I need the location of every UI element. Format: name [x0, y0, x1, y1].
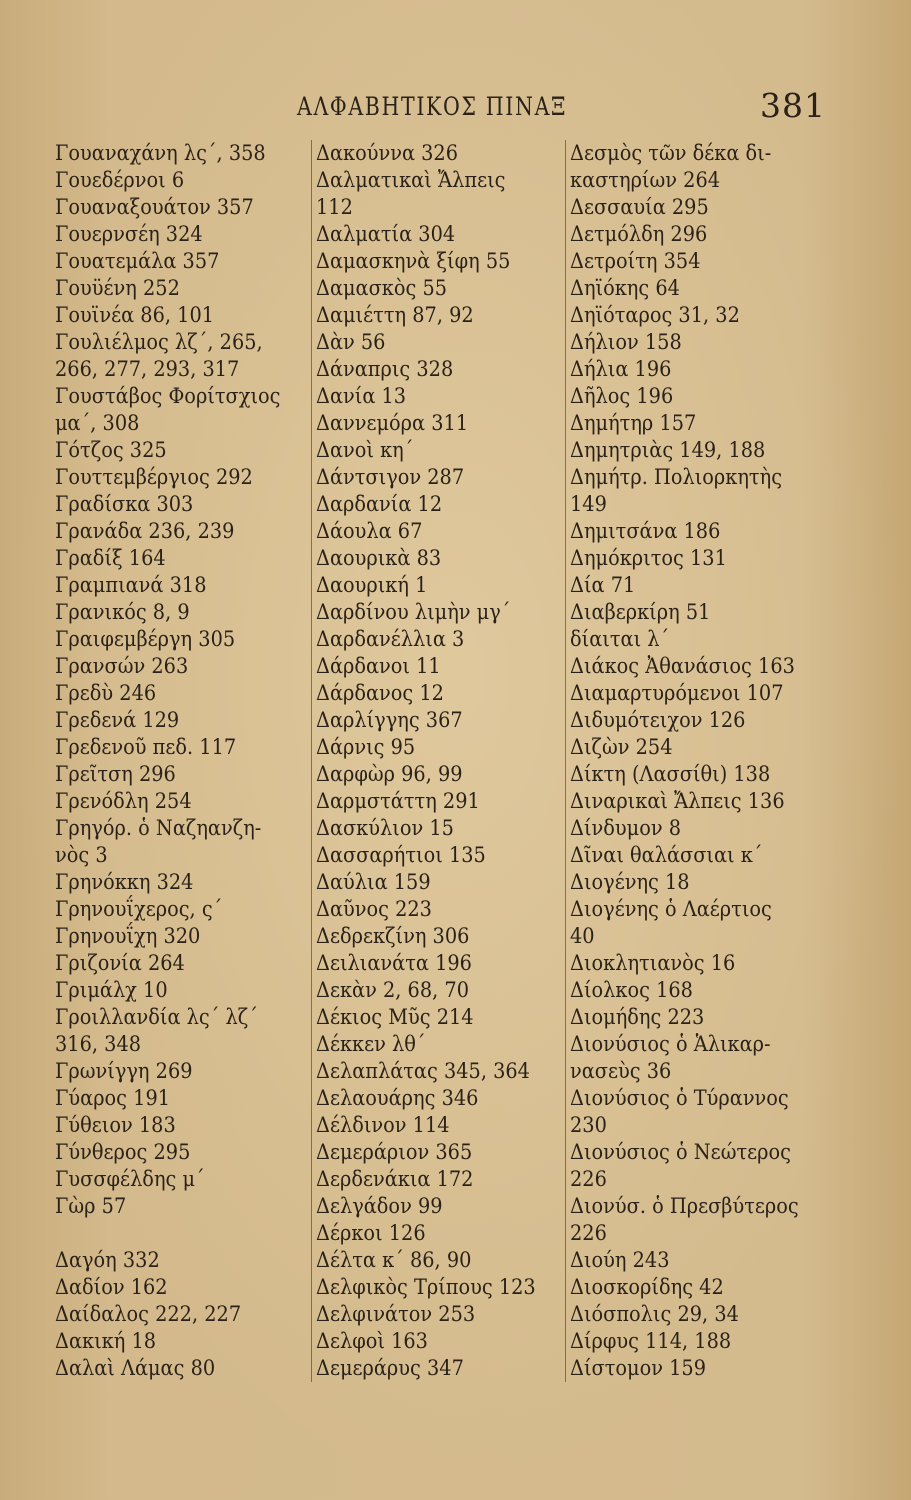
index-entry: νὸς 3	[55, 843, 108, 867]
index-entry: Δαλματικαὶ Ἄλπεις	[316, 168, 506, 192]
index-entry: Δαρμστάττη 291	[316, 789, 480, 813]
index-entry: Δεμεράριον 365	[316, 1140, 473, 1164]
index-entry: Γραδίξ 164	[55, 546, 166, 570]
index-entry: Γρανάδα 236, 239	[55, 519, 235, 543]
index-entry: Δεσμὸς τῶν δέκα δι-	[570, 141, 772, 165]
index-entry: νασεὺς 36	[570, 1059, 672, 1083]
index-entry: Δελφικὸς Τρίπους 123	[316, 1275, 536, 1299]
index-entry: Διαβερκίρη 51	[570, 600, 711, 624]
index-entry: Δαουρικὰ 83	[316, 546, 442, 570]
index-entry: Γουαναχάνη λς΄, 358	[55, 141, 266, 165]
index-entry: Γριμάλχ 10	[55, 978, 168, 1002]
index-entry: Δίολκος 168	[570, 978, 693, 1002]
index-entry: Δάρδανοι 11	[316, 654, 441, 678]
index-entry: Δεδρεκζίνη 306	[316, 924, 470, 948]
index-entry: Γραμπιανά 318	[55, 573, 207, 597]
index-entry: Δελφινάτον 253	[316, 1302, 476, 1326]
index-entry: Διογένης ὁ Λαέρτιος	[570, 897, 772, 921]
index-entry: Δέρκοι 126	[316, 1221, 426, 1245]
index-entry: Δεσσαυία 295	[570, 195, 709, 219]
index-gap	[55, 1220, 295, 1247]
index-entry: Δαμιέττη 87, 92	[316, 303, 474, 327]
index-entry: Γουατεμάλα 357	[55, 249, 220, 273]
index-entry: Δετροίτη 354	[570, 249, 701, 273]
page-header	[0, 86, 911, 126]
index-entry: Γουϋένη 252	[55, 276, 180, 300]
index-entry: Δίκτη (Λασσίθι) 138	[570, 762, 771, 786]
index-entry: Γρανσών 263	[55, 654, 189, 678]
index-entry: Γρηγόρ. ὁ Ναζηανζη-	[55, 816, 262, 840]
index-entry: μα΄, 308	[55, 411, 140, 435]
index-entry: Δίρφυς 114, 188	[570, 1329, 732, 1353]
index-entry: Δαουρική 1	[316, 573, 428, 597]
index-entry: Δῖναι θαλάσσιαι κ΄	[570, 843, 763, 867]
index-entry: Δασσαρήτιοι 135	[316, 843, 486, 867]
index-entry: Διδυμότειχον 126	[570, 708, 746, 732]
index-column-2	[311, 140, 571, 1382]
index-entry: Διόσπολις 29, 34	[570, 1302, 739, 1326]
index-entry: Δέκκεν λθ΄	[316, 1032, 426, 1056]
index-entry: Δελαουάρης 346	[316, 1086, 479, 1110]
index-entry: Δανία 13	[316, 384, 407, 408]
index-entry: 226	[570, 1221, 607, 1245]
index-entry: 316, 348	[55, 1032, 142, 1056]
index-entry: 230	[570, 1113, 607, 1137]
index-column-1	[55, 140, 295, 1382]
index-entry: Δεκὰν 2, 68, 70	[316, 978, 470, 1002]
index-entry: Δασκύλιον 15	[316, 816, 454, 840]
index-entry: 112	[316, 195, 353, 219]
index-entry: Γρεδενά 129	[55, 708, 180, 732]
index-entry: Δελφοὶ 163	[316, 1329, 428, 1353]
index-entry: Δημήτηρ 157	[570, 411, 697, 435]
index-entry: Δάρδανος 12	[316, 681, 444, 705]
index-entry: Δαννεμόρα 311	[316, 411, 469, 435]
index-entry: Δάρνις 95	[316, 735, 416, 759]
index-entry: Δάναπρις 328	[316, 357, 454, 381]
index-entry: Διονύσιος ὁ Νεώτερος	[570, 1140, 791, 1164]
index-entry: Γύθειον 183	[55, 1113, 176, 1137]
index-entry: Δερδενάκια 172	[316, 1167, 474, 1191]
index-entry: Γουερνσέη 324	[55, 222, 203, 246]
index-entry: Δίνδυμον 8	[570, 816, 682, 840]
index-entry: Γρεδενοῦ πεδ. 117	[55, 735, 237, 759]
index-entry: Δήλια 196	[570, 357, 672, 381]
index-entry: Διονύσ. ὁ Πρεσβύτερος	[570, 1194, 799, 1218]
index-entry: Δαμασκηνὰ ξίφη 55	[316, 249, 511, 273]
index-entry: Διονύσιος ὁ Τύραννος	[570, 1086, 789, 1110]
index-entry: 266, 277, 293, 317	[55, 357, 240, 381]
index-entry: Γρεδὺ 246	[55, 681, 157, 705]
index-entry: Δαδίον 162	[55, 1275, 168, 1299]
index-entry: Δαρδανέλλια 3	[316, 627, 465, 651]
index-entry: Δημόκριτος 131	[570, 546, 727, 570]
index-entry: Δημήτρ. Πολιορκητὴς	[570, 465, 783, 489]
index-entry: Δακική 18	[55, 1329, 157, 1353]
index-entry: Γουστάβος Φορίτσχιος	[55, 384, 281, 408]
index-entry: Γρεῖτση 296	[55, 762, 176, 786]
index-entry: Γραδίσκα 303	[55, 492, 194, 516]
index-entry: Δὰν 56	[316, 330, 386, 354]
index-entry: Δαύλια 159	[316, 870, 431, 894]
index-entry: Γρηνόκκη 324	[55, 870, 194, 894]
index-entry: Δηϊόταρος 31, 32	[570, 303, 740, 327]
index-entry: δίαιται λ΄	[570, 627, 670, 651]
index-entry: Γραιφεμβέργη 305	[55, 627, 236, 651]
index-entry: Διναρικαὶ Ἄλπεις 136	[570, 789, 785, 813]
index-entry: Δαλαὶ Λάμας 80	[55, 1356, 216, 1380]
index-entry: 149	[570, 492, 607, 516]
index-entry: Δαῦνος 223	[316, 897, 432, 921]
index-entry: Δήλιον 158	[570, 330, 682, 354]
index-entry: Γρηνουΐχη 320	[55, 924, 201, 948]
index-entry: Δημητριὰς 149, 188	[570, 438, 766, 462]
index-entry: Διοκλητιανὸς 16	[570, 951, 736, 975]
index-entry: Δαρφὼρ 96, 99	[316, 762, 463, 786]
index-entry: Δίστομον 159	[570, 1356, 706, 1380]
index-entry: Δία 71	[570, 573, 636, 597]
index-entry: Δάουλα 67	[316, 519, 423, 543]
index-entry: Γουϊνέα 86, 101	[55, 303, 215, 327]
page-number: 381	[760, 86, 826, 125]
index-entry: Δηϊόκης 64	[570, 276, 680, 300]
index-entry: 226	[570, 1167, 607, 1191]
index-entry: Δανοὶ κη΄	[316, 438, 414, 462]
index-entry: Διοσκορίδης 42	[570, 1275, 724, 1299]
index-entry: Γρενόδλη 254	[55, 789, 192, 813]
index-entry: Δαρδίνου λιμὴν μγ΄	[316, 600, 511, 624]
index-entry: Διάκος Ἀθανάσιος 163	[570, 654, 795, 678]
index-entry: Δελγάδον 99	[316, 1194, 443, 1218]
index-entry: Δακούννα 326	[316, 141, 459, 165]
index-entry: Γρωνίγγη 269	[55, 1059, 193, 1083]
index-entry: Διονύσιος ὁ Ἁλικαρ-	[570, 1032, 771, 1056]
index-entry: Δαρλίγγης 367	[316, 708, 463, 732]
index-entry: Γύαρος 191	[55, 1086, 171, 1110]
index-entry: Δαγόη 332	[55, 1248, 160, 1272]
index-entry: Δῆλος 196	[570, 384, 674, 408]
index-entry: Γριζονία 264	[55, 951, 185, 975]
index-entry: καστηρίων 264	[570, 168, 721, 192]
index-entry: Δέλτα κ΄ 86, 90	[316, 1248, 472, 1272]
index-entry: Δαρδανία 12	[316, 492, 443, 516]
index-entry: Δαλματία 304	[316, 222, 456, 246]
running-title: ΑΛΦΑΒΗΤΙΚΟΣ ΠΙΝΑΞ	[297, 92, 568, 121]
index-entry: Διαμαρτυρόμενοι 107	[570, 681, 784, 705]
index-entry: Γρηνουΐχερος, ς΄	[55, 897, 223, 921]
index-entry: Δέλδινον 114	[316, 1113, 450, 1137]
index-entry: Γὼρ 57	[55, 1194, 127, 1218]
index-entry: Γουαναξουάτον 357	[55, 195, 254, 219]
index-entry: Δάντσιγον 287	[316, 465, 465, 489]
index-entry: Γύνθερος 295	[55, 1140, 191, 1164]
index-entry: Γουλιέλμος λζ΄, 265,	[55, 330, 263, 354]
index-entry: Γότζος 325	[55, 438, 167, 462]
index-entry: Γουττεμβέργιος 292	[55, 465, 253, 489]
index-entry: Γρανικός 8, 9	[55, 600, 190, 624]
index-entry: Δαμασκὸς 55	[316, 276, 448, 300]
index-entry: Δαίδαλος 222, 227	[55, 1302, 242, 1326]
index-entry: Δειλιανάτα 196	[316, 951, 472, 975]
index-entry: Δελαπλάτας 345, 364	[316, 1059, 530, 1083]
index-entry: Γροιλλανδία λς΄ λζ΄	[55, 1005, 258, 1029]
index-entry: Διομήδης 223	[570, 1005, 705, 1029]
index-entry: Γουεδέρνοι 6	[55, 168, 185, 192]
index-entry: Διογένης 18	[570, 870, 690, 894]
index-entry: Διζὼν 254	[570, 735, 673, 759]
index-entry: Διούη 243	[570, 1248, 670, 1272]
index-entry: Γυσσφέλδης μ΄	[55, 1167, 205, 1191]
index-entry: Δετμόλδη 296	[570, 222, 708, 246]
index-entry: Δέκιος Μῦς 214	[316, 1005, 474, 1029]
index-entry: 40	[570, 924, 595, 948]
index-column-3	[565, 140, 830, 1382]
index-entry: Δημιτσάνα 186	[570, 519, 721, 543]
index-entry: Δεμεράρυς 347	[316, 1356, 464, 1380]
